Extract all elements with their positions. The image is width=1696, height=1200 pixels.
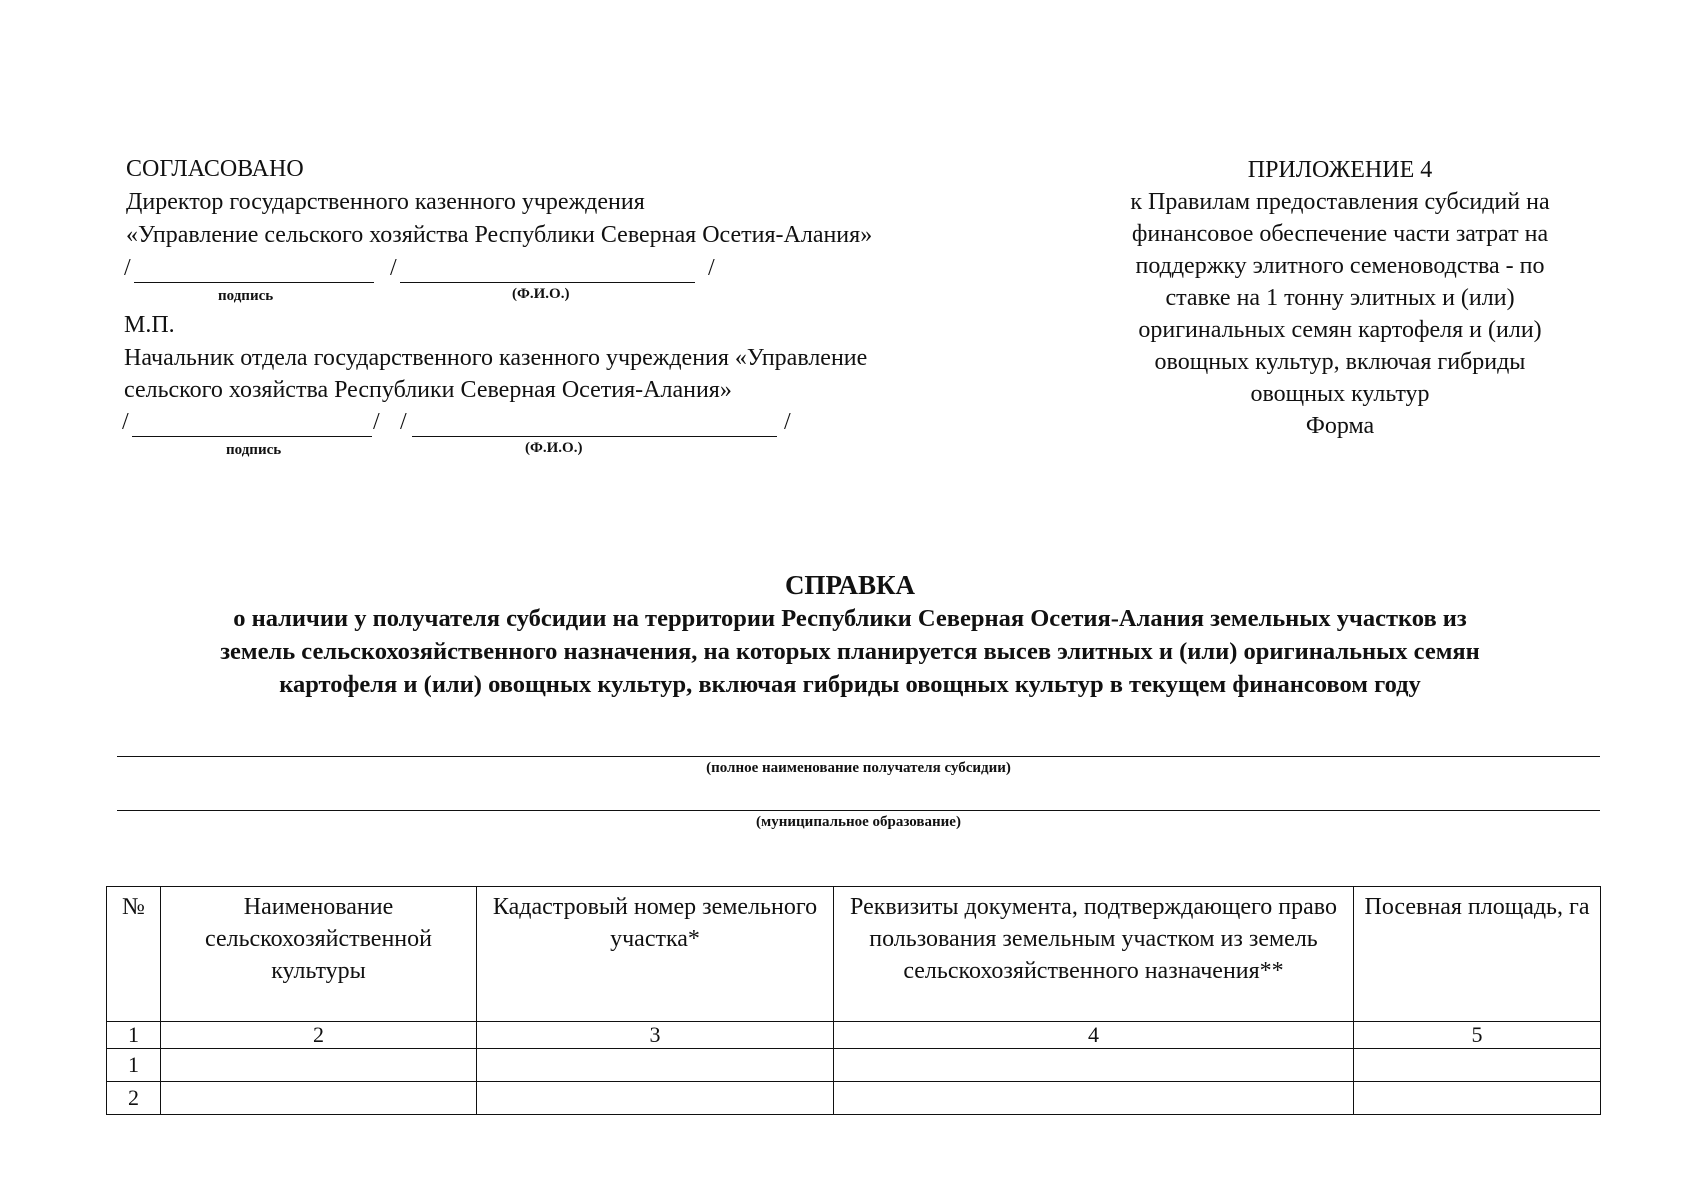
appendix-line: овощных культур, включая гибриды	[1154, 349, 1526, 375]
row-number: 2	[107, 1082, 161, 1115]
slash: /	[708, 255, 715, 281]
document-title-main: СПРАВКА	[784, 570, 916, 600]
document-details-cell[interactable]	[834, 1082, 1354, 1115]
appendix-line: овощных культур	[1250, 381, 1430, 407]
sown-area-cell[interactable]	[1354, 1082, 1601, 1115]
chief-signature-caption: подпись	[226, 442, 282, 458]
document-title-line: земель сельскохозяйственного назначения, на которых планируется высев элитных и (или) оригинальных семян	[220, 638, 1480, 665]
header-crop-name: Наименование сельскохозяйственной культуры	[161, 887, 477, 1022]
director-signature-line[interactable]	[134, 282, 374, 283]
chief-title-line1: Начальник отдела государственного казенного учреждения «Управление	[124, 345, 868, 371]
director-title-line2: «Управление сельского хозяйства Республики Северная Осетия-Алания»	[126, 222, 873, 248]
column-number: 4	[834, 1022, 1354, 1049]
header-sown-area: Посевная площадь, га	[1354, 887, 1601, 1022]
chief-title-line2: сельского хозяйства Республики Северная Осетия-Алания»	[124, 377, 732, 403]
slash: /	[390, 255, 397, 281]
document-title	[100, 568, 1600, 701]
chief-signature-line[interactable]	[132, 436, 372, 437]
slash: /	[124, 255, 131, 281]
stamp-label: М.П.	[124, 312, 175, 338]
column-number: 5	[1354, 1022, 1601, 1049]
appendix-line: ставке на 1 тонну элитных и (или)	[1165, 285, 1515, 311]
director-signature-caption: подпись	[218, 288, 274, 304]
crop-name-cell[interactable]	[161, 1082, 477, 1115]
approval-heading: СОГЛАСОВАНО	[126, 156, 304, 182]
appendix-block	[1060, 154, 1620, 442]
document-title-line: о наличии у получателя субсидии на территории Республики Северная Осетия-Алания земельных участков из	[233, 605, 1467, 632]
column-number: 2	[161, 1022, 477, 1049]
column-number: 1	[107, 1022, 161, 1049]
recipient-name-field[interactable]	[117, 756, 1600, 757]
slash: /	[122, 409, 129, 435]
table-row	[107, 1082, 1601, 1115]
crop-name-cell[interactable]	[161, 1049, 477, 1082]
table-header-row	[107, 887, 1601, 1022]
cadastral-number-cell[interactable]	[477, 1082, 834, 1115]
document-title-line: картофеля и (или) овощных культур, включая гибриды овощных культур в текущем финансовом году	[279, 671, 1421, 698]
director-title-line1: Директор государственного казенного учреждения	[126, 189, 645, 215]
column-numbers-row	[107, 1022, 1601, 1049]
slash: /	[400, 409, 407, 435]
appendix-line: к Правилам предоставления субсидий на	[1130, 189, 1550, 215]
header-cadastral-number: Кадастровый номер земельного участка*	[477, 887, 834, 1022]
table-row	[107, 1049, 1601, 1082]
slash: /	[784, 409, 791, 435]
director-fio-line[interactable]	[400, 282, 695, 283]
appendix-line: оригинальных семян картофеля и (или)	[1138, 317, 1542, 343]
chief-fio-caption: (Ф.И.О.)	[525, 440, 583, 456]
header-number: №	[107, 887, 161, 1022]
column-number: 3	[477, 1022, 834, 1049]
row-number: 1	[107, 1049, 161, 1082]
municipality-field[interactable]	[117, 810, 1600, 811]
appendix-line: поддержку элитного семеноводства - по	[1135, 253, 1545, 279]
land-plots-table	[106, 886, 1601, 1115]
document-details-cell[interactable]	[834, 1049, 1354, 1082]
director-fio-caption: (Ф.И.О.)	[512, 286, 570, 302]
recipient-name-caption: (полное наименование получателя субсидии)	[706, 760, 1011, 776]
slash: /	[373, 409, 380, 435]
form-label: Форма	[1305, 413, 1375, 439]
sown-area-cell[interactable]	[1354, 1049, 1601, 1082]
appendix-title: ПРИЛОЖЕНИЕ 4	[1247, 157, 1433, 183]
appendix-line: финансовое обеспечение части затрат на	[1131, 221, 1549, 247]
chief-fio-line[interactable]	[412, 436, 777, 437]
header-document-details: Реквизиты документа, подтверждающего право пользования земельным участком из земель сельскохозяйственного назначения**	[834, 887, 1354, 1022]
municipality-caption: (муниципальное образование)	[756, 814, 961, 830]
cadastral-number-cell[interactable]	[477, 1049, 834, 1082]
